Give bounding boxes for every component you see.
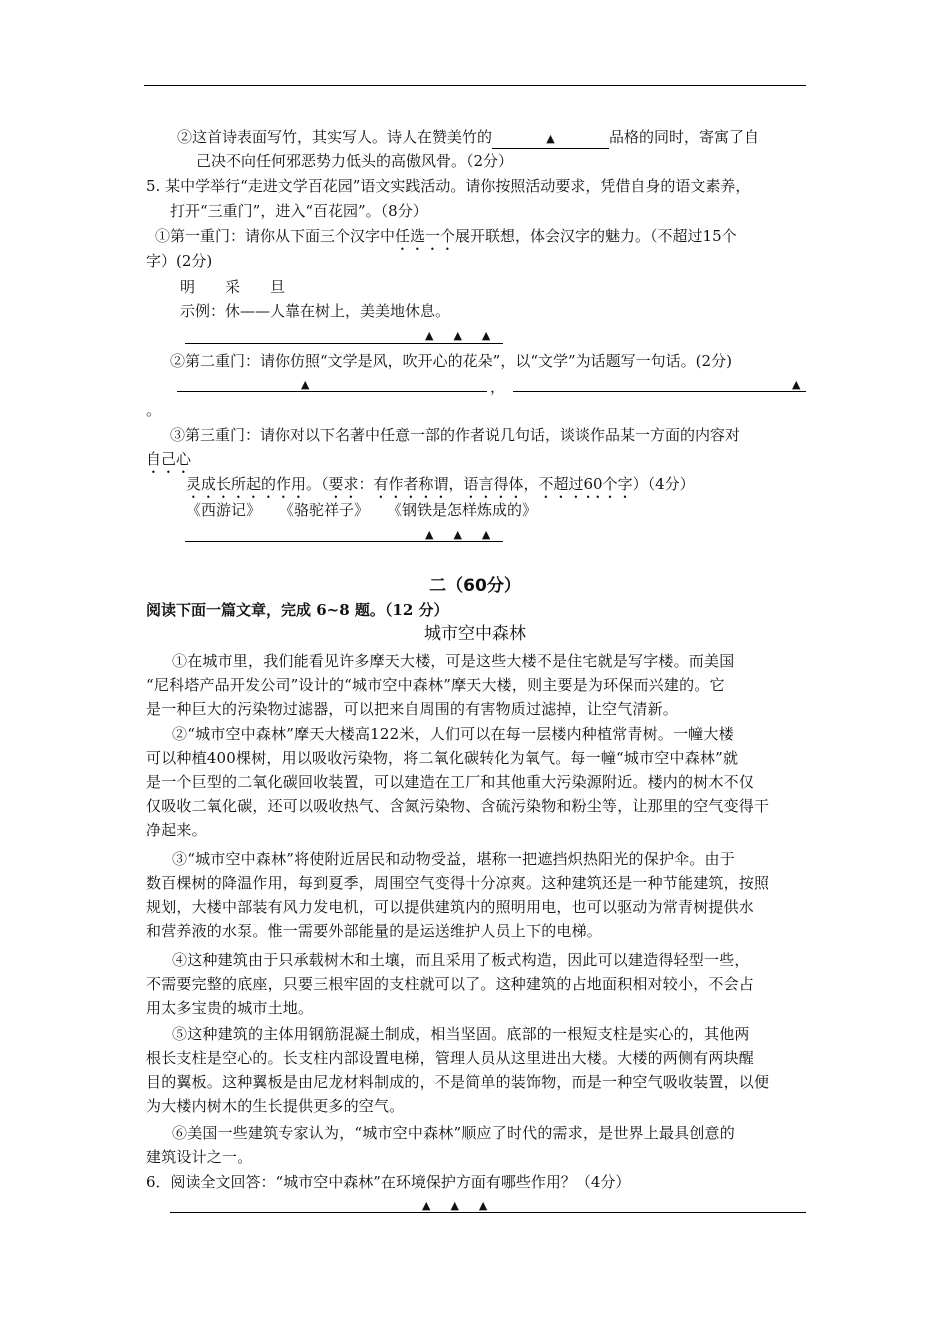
book-title: 《骆驼祥子》 [279, 501, 370, 519]
article-line: 和营养液的水泵。惟一需要外部能量的是运送维护人员上下的电梯。 [146, 922, 603, 940]
char-option: 旦 [270, 278, 286, 296]
char-option: 明 [180, 278, 196, 296]
door3-emphasis-b: 灵成长所起的作用。（要求： [186, 475, 374, 493]
question-6: 6．阅读全文回答：“城市空中森林”在环境保护方面有哪些作用？（4分） [146, 1173, 631, 1191]
q4-line1 [177, 127, 759, 149]
q6-answer-line[interactable] [170, 1212, 806, 1213]
q4-text-pre: ②这首诗表面写竹，其实写人。诗人在赞美竹的 [177, 128, 493, 146]
door3-line2 [146, 449, 191, 477]
door2-comma: ， [490, 378, 506, 396]
q4-line2: 己决不向任何邪恶势力低头的高傲风骨。（2分） [196, 152, 514, 170]
answer-mark: ▲ [546, 132, 555, 145]
book-title: 《西游记》 [186, 501, 262, 519]
door3-answer-line[interactable] [185, 541, 503, 542]
door2-mark-2: ▲ [792, 378, 821, 391]
door1-emphasis: 任选一个 [395, 227, 456, 245]
char-options [180, 277, 285, 297]
article-line: “尼科塔产品开发公司”设计的“城市空中森林”摩天大楼，则主要是为环保而兴建的。它 [146, 676, 725, 694]
door1-answer-marks: ▲▲▲ [425, 329, 511, 342]
section-title: 二（60分） [429, 576, 521, 596]
q4-answer-blank[interactable] [492, 128, 609, 149]
q6-answer-marks: ▲▲▲ [422, 1199, 508, 1212]
door3-emphasis-a: 自己心 [146, 450, 192, 468]
article-line: 是一个巨型的二氧化碳回收装置，可以建造在工厂和其他重大污染源附近。楼内的树木不仅 [146, 773, 755, 791]
door1-line1 [155, 226, 737, 254]
article-line: 数百棵树的降温作用，每到夏季，周围空气变得十分凉爽。这种建筑还是一种节能建筑，按照 [146, 874, 770, 892]
door3-line3 [186, 474, 695, 502]
door1-line2: 字）(2分) [146, 252, 213, 270]
article-line: ①在城市里，我们能看见许多摩天大楼，可是这些大楼不是住宅就是写字楼。而美国 [172, 652, 735, 670]
article-line: 根长支柱是空心的。长支柱内部设置电梯，管理人员从这里进出大楼。大楼的两侧有两块醒 [146, 1049, 755, 1067]
q5-line1: 5. 某中学举行“走进文学百花园”语文实践活动。请你按照活动要求，凭借自身的语文素养， [146, 177, 751, 195]
door2-mark-1: ▲ [301, 378, 330, 391]
article-line: 仅吸收二氧化碳，还可以吸收热气、含氮污染物、含硫污染物和粉尘等，让那里的空气变得干 [146, 797, 770, 815]
article-line: 是一种巨大的污染物过滤器，可以把来自周围的有害物质过滤掉，让空气清新。 [146, 700, 679, 718]
article-line: ④这种建筑由于只承载树木和土壤，而且采用了板式构造，因此可以建造得轻型一些， [172, 951, 750, 969]
q5-line2: 打开“三重门”，进入“百花园”。（8分） [170, 202, 428, 220]
article-line: 为大楼内树木的生长提供更多的空气。 [146, 1097, 405, 1115]
door3-answer-marks: ▲▲▲ [425, 528, 511, 541]
door2-answer-line-1[interactable] [177, 391, 487, 392]
header-rule [144, 85, 806, 86]
q4-text-post: 品格的同时，寄寓了自 [609, 128, 760, 146]
article-line: ⑤这种建筑的主体用钢筋混凝土制成，相当坚固。底部的一根短支柱是实心的，其他两 [172, 1025, 750, 1043]
article-line: 用太多宝贵的城市土地。 [146, 999, 314, 1017]
book-title: 《钢铁是怎样炼成的》 [387, 501, 538, 519]
reading-instruction: 阅读下面一篇文章，完成 6~8 题。（12 分） [146, 601, 449, 619]
article-line: 不需要完整的底座，只要三根牢固的支柱就可以了。这种建筑的占地面积相对较小，不会占 [146, 975, 755, 993]
article-line: ②“城市空中森林”摩天大楼高122米，人们可以在每一层楼内种植常青树。一幢大楼 [172, 725, 734, 743]
door3-line1: ③第三重门：请你对以下名著中任意一部的作者说几句话，谈谈作品某一方面的内容对 [170, 426, 741, 444]
article-line: 净起来。 [146, 821, 207, 839]
door3-score: ）（4分） [632, 475, 695, 493]
article-line: ⑥美国一些建筑专家认为，“城市空中森林”顺应了时代的需求，是世界上最具创意的 [172, 1124, 735, 1142]
article-line: 目的翼板。这种翼板是由尼龙材料制成的，不是简单的装饰物，而是一种空气吸收装置，以便 [146, 1073, 770, 1091]
article-line: 规划，大楼中部装有风力发电机，可以提供建筑内的照明用电，也可以驱动为常青树提供水 [146, 898, 755, 916]
book-list [186, 500, 537, 520]
door1-answer-line[interactable] [185, 343, 503, 344]
door1-example: 示例：休——人靠在树上，美美地休息。 [180, 302, 451, 320]
article-line: ③“城市空中森林”将使附近居民和动物受益，堪称一把遮挡炽热阳光的保护伞。由于 [172, 850, 735, 868]
article-line: 建筑设计之一。 [146, 1148, 253, 1166]
door3-emphasis-c: 有作者称谓，语言得体，不超过60个字 [373, 475, 633, 493]
door1-text-post: 展开联想，体会汉字的魅力。（不超过15个 [455, 227, 737, 245]
article-line: 可以种植400棵树，用以吸收污染物，将二氧化碳转化为氧气。每一幢“城市空中森林”就 [146, 749, 739, 767]
door2-line: ②第二重门：请你仿照“文学是风，吹开心的花朵”，以“文学”为话题写一句话。(2分) [170, 352, 732, 370]
door2-answer-line-2[interactable] [513, 391, 806, 392]
char-option: 采 [225, 278, 241, 296]
door2-period: 。 [146, 401, 162, 419]
article-title: 城市空中森林 [424, 624, 526, 644]
door1-text-pre: ①第一重门：请你从下面三个汉字中 [155, 227, 396, 245]
